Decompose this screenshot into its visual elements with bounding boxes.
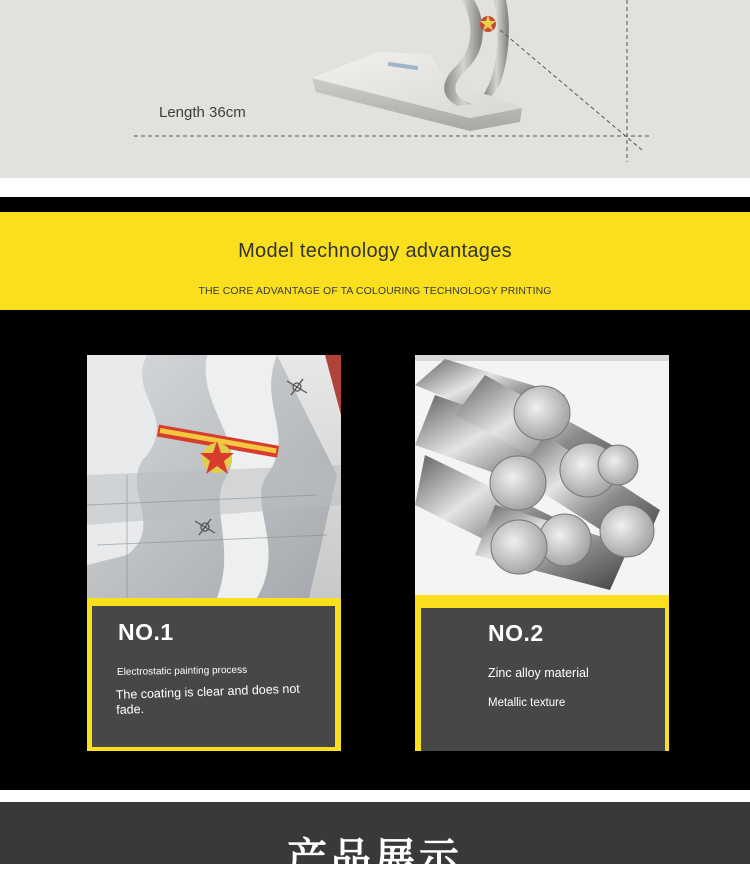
section-divider-2 xyxy=(0,790,750,802)
painted-wing-photo xyxy=(87,355,341,598)
feature-title-1: Electrostatic painting process xyxy=(116,664,248,678)
advantages-subtitle: THE CORE ADVANTAGE OF TA COLOURING TECHNOLOGY PRINTING xyxy=(198,285,552,297)
section-divider-strip xyxy=(0,197,750,212)
stand-dimension-section xyxy=(0,0,750,178)
zinc-alloy-rods-photo xyxy=(415,355,669,595)
feature-description-1: The coating is clear and does not fade. xyxy=(115,681,301,717)
feature-card-1 xyxy=(87,355,341,751)
feature-card-2 xyxy=(415,355,669,751)
feature-number-2: NO.2 xyxy=(488,620,544,646)
advantages-title: Model technology advantages xyxy=(238,240,512,262)
feature-description-2: Metallic texture xyxy=(488,697,566,709)
product-display-title: 产品展示 xyxy=(287,836,463,880)
feature-title-2: Zinc alloy material xyxy=(488,666,589,680)
stand-illustration xyxy=(0,0,750,178)
section-divider xyxy=(0,178,750,197)
feature-number-1: NO.1 xyxy=(118,619,174,645)
length-dimension-label: Length 36cm xyxy=(159,104,246,121)
